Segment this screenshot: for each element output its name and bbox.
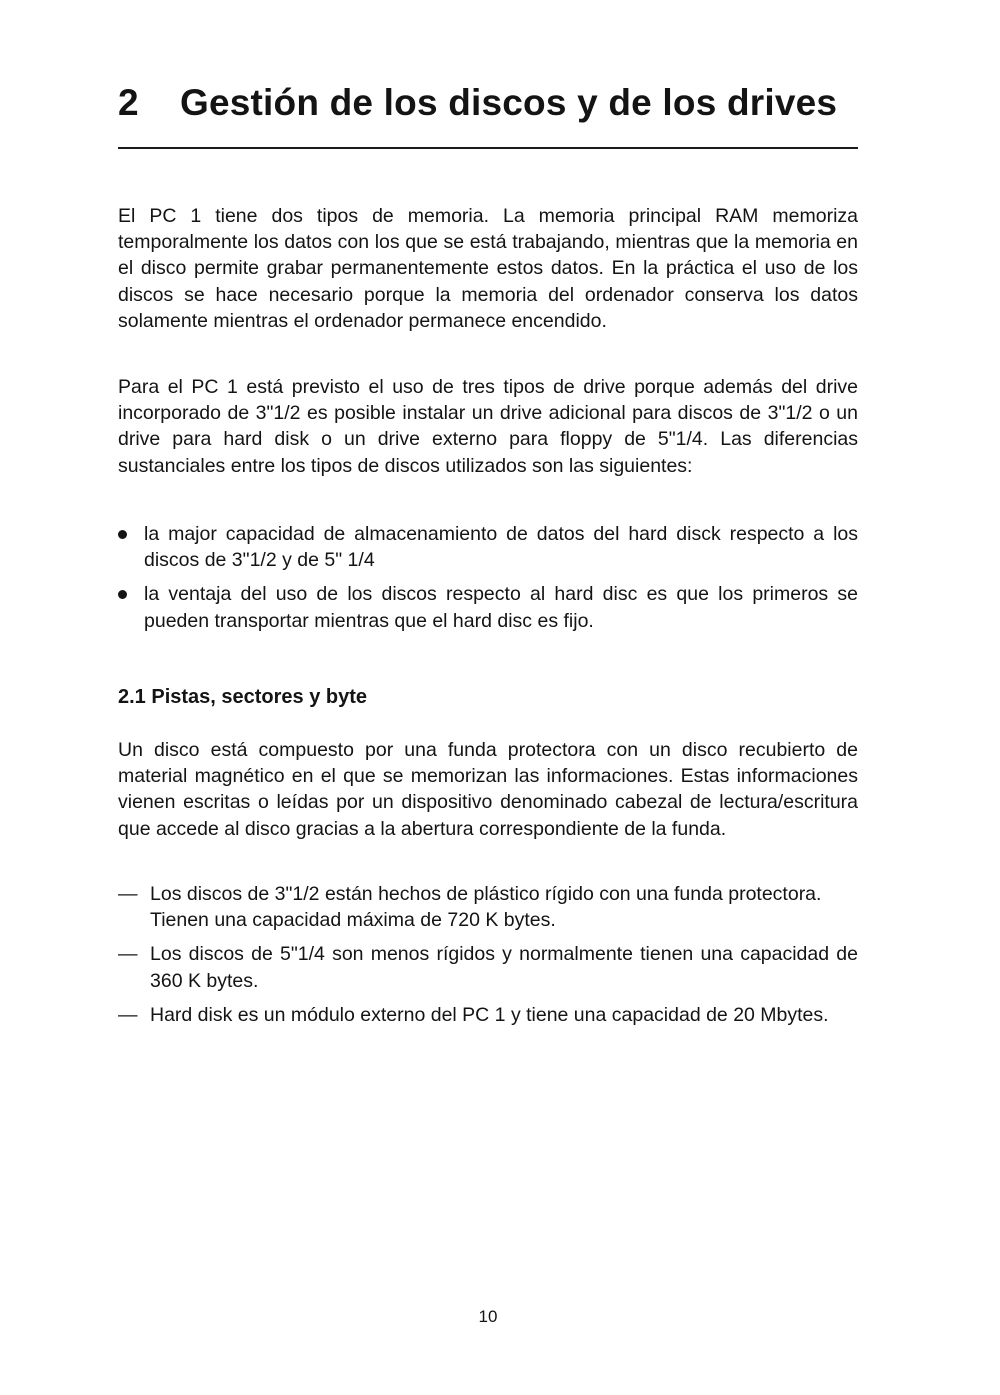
- disk-types-list: [118, 881, 858, 1036]
- bullet-icon: [118, 590, 127, 599]
- dash-icon: —: [118, 943, 138, 966]
- section-title: 2.1 Pistas, sectores y byte: [118, 686, 368, 708]
- page-number: 10: [478, 1307, 498, 1326]
- list-item-extra: Tienen una capacidad máxima de 720 K bytes.: [150, 909, 556, 932]
- list-item-text: la major capacidad de almacenamiento de datos del hard disck respecto a los discos de 3"1/2 y de 5" 1/4: [144, 523, 858, 572]
- disk-description-paragraph: Un disco está compuesto por una funda protectora con un disco recubierto de material magnético en el que se memorizan las informaciones. Estas informaciones vienen escritas o leídas por un dispositivo denominado cabezal de lectura/escritura que accede al disco gracias a la abertura correspondiente de la funda.: [118, 739, 858, 840]
- dash-icon: —: [118, 883, 138, 905]
- list-item: [118, 881, 858, 933]
- list-item: [118, 1002, 858, 1028]
- list-item-text: Los discos de 5"1/4 son menos rígidos y normalmente tienen una capacidad de 360 K bytes.: [150, 943, 858, 992]
- title-divider: [118, 147, 858, 149]
- chapter-title-text: Gestión de los discos y de los drives: [180, 82, 838, 123]
- list-item-text: Hard disk es un módulo externo del PC 1 y tiene una capacidad de 20 Mbytes.: [150, 1003, 829, 1026]
- chapter-number: 2: [118, 82, 139, 123]
- dash-icon: —: [118, 1003, 138, 1026]
- drive-types-paragraph: Para el PC 1 está previsto el uso de tres tipos de drive porque además del drive incorporado de 3"1/2 es posible instalar un drive adicional para discos de 3"1/2 o un drive para hard disk o un drive externo para floppy de 5"1/4. Las diferencias sustanciales entre los tipos de discos utilizados son las siguientes:: [118, 376, 858, 477]
- list-item-text: la ventaja del uso de los discos respecto al hard disc es que los primeros se pueden transportar mientras que el hard disc es fijo.: [144, 583, 858, 632]
- list-item-text: Los discos de 3"1/2 están hechos de plástico rígido con una funda protectora.: [150, 883, 822, 905]
- list-item: [118, 581, 858, 633]
- intro-paragraph: El PC 1 tiene dos tipos de memoria. La memoria principal RAM memoriza temporalmente los datos con los que se está trabajando, mientras que la memoria en el disco permite grabar permanentemente estos datos. En la práctica el uso de los discos se hace necesario porque la memoria del ordenador conserva los datos solamente mientras el ordenador permanece encendido.: [118, 205, 858, 332]
- differences-list: [118, 521, 858, 642]
- chapter-title: [118, 82, 858, 124]
- list-item: [118, 941, 858, 993]
- bullet-icon: [118, 530, 127, 539]
- list-item: [118, 521, 858, 573]
